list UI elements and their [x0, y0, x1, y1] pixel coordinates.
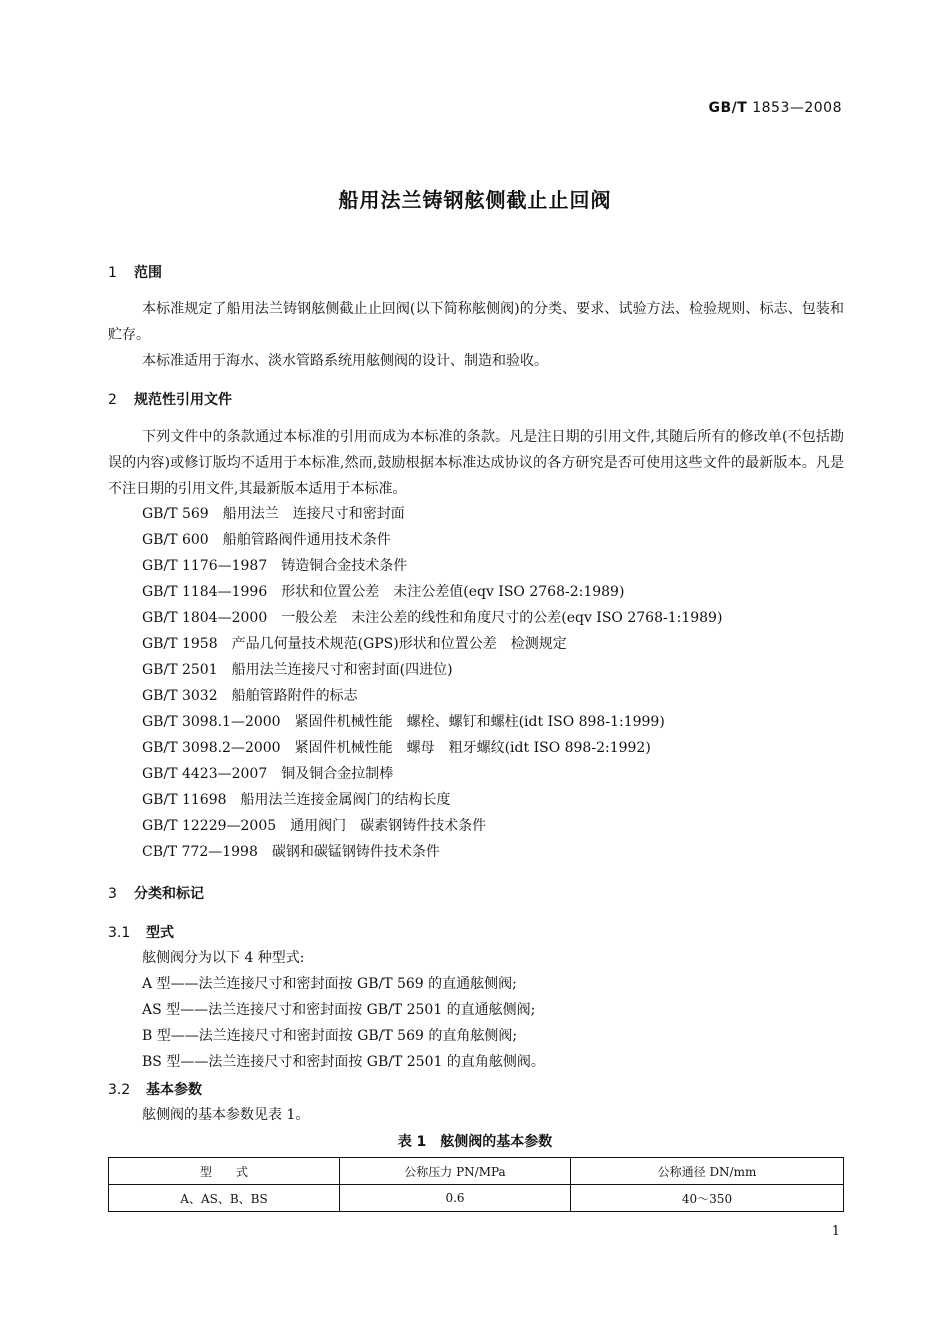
reference-item: [142, 657, 453, 683]
section-3-2-heading: [108, 1079, 202, 1099]
standard-code-number: 1853—2008: [752, 100, 842, 116]
reference-item: [142, 709, 665, 735]
reference-item: [142, 527, 391, 553]
section-number: 1: [108, 265, 117, 281]
reference-item: [142, 735, 651, 761]
reference-item: [142, 553, 407, 579]
table-cell: A、AS、B、BS: [109, 1185, 340, 1212]
reference-code: GB/T 2501: [142, 662, 218, 678]
section-number: 2: [108, 392, 117, 408]
document-title: 船用法兰铸钢舷侧截止止回阀: [338, 188, 612, 212]
section-title: 规范性引用文件: [134, 392, 232, 408]
reference-title: 船用法兰连接尺寸和密封面(四进位): [231, 662, 453, 678]
reference-code: GB/T 3032: [142, 688, 218, 704]
section-number: 3: [108, 886, 117, 902]
section-title: 基本参数: [146, 1082, 202, 1098]
reference-code: GB/T 1958: [142, 636, 218, 652]
types-intro: 舷侧阀分为以下 4 种型式:: [142, 950, 305, 966]
parameters-table: [108, 1157, 844, 1212]
standard-code-prefix: GB/T: [708, 100, 748, 116]
reference-title: 船舶管路附件的标志: [231, 688, 358, 704]
reference-item: [142, 579, 624, 605]
standard-code-header: [708, 100, 842, 116]
reference-title: 通用阀门 碳素钢铸件技术条件: [290, 818, 487, 834]
table-header-row: [109, 1158, 844, 1185]
reference-item: [142, 813, 486, 839]
type-line: BS 型——法兰连接尺寸和密封面按 GB/T 2501 的直角舷侧阀。: [142, 1054, 545, 1070]
scope-paragraph-1: 本标准规定了船用法兰铸钢舷侧截止止回阀(以下简称舷侧阀)的分类、要求、试验方法、检验规则、标志、包装和贮存。: [108, 301, 844, 343]
page-number: 1: [831, 1224, 840, 1239]
scope-paragraph-2: 本标准适用于海水、淡水管路系统用舷侧阀的设计、制造和验收。: [142, 353, 548, 369]
section-2-heading: [108, 389, 232, 409]
reference-title: 碳钢和碳锰钢铸件技术条件: [271, 844, 440, 860]
reference-code: GB/T 4423—2007: [142, 766, 268, 782]
table-caption: 表 1 舷侧阀的基本参数: [397, 1134, 553, 1150]
table-cell: 0.6: [340, 1185, 571, 1212]
reference-code: GB/T 1176—1987: [142, 558, 268, 574]
table-header-cell: 型 式: [109, 1158, 340, 1185]
table-cell: 40～350: [571, 1185, 844, 1212]
reference-code: GB/T 3098.1—2000: [142, 714, 281, 730]
reference-code: GB/T 11698: [142, 792, 227, 808]
reference-title: 产品几何量技术规范(GPS)形状和位置公差 检测规定: [231, 636, 567, 652]
reference-title: 紧固件机械性能 螺栓、螺钉和螺柱(idt ISO 898-1:1999): [294, 714, 665, 730]
type-line: A 型——法兰连接尺寸和密封面按 GB/T 569 的直通舷侧阀;: [142, 976, 517, 992]
reference-code: CB/T 772—1998: [142, 844, 258, 860]
reference-title: 船用法兰连接金属阀门的结构长度: [240, 792, 451, 808]
reference-code: GB/T 3098.2—2000: [142, 740, 281, 756]
reference-item: [142, 683, 358, 709]
reference-title: 船用法兰 连接尺寸和密封面: [222, 506, 405, 522]
table-header-cell: 公称通径 DN/mm: [571, 1158, 844, 1185]
reference-item: [142, 787, 451, 813]
table-row: [109, 1185, 844, 1212]
reference-title: 船舶管路阀件通用技术条件: [222, 532, 391, 548]
section-number: 3.2: [108, 1082, 131, 1098]
reference-title: 铜及铜合金拉制棒: [281, 766, 394, 782]
reference-code: GB/T 600: [142, 532, 209, 548]
reference-title: 铸造铜合金技术条件: [281, 558, 408, 574]
section-title: 分类和标记: [134, 886, 204, 902]
table-header-cell: 公称压力 PN/MPa: [340, 1158, 571, 1185]
section-title: 范围: [134, 265, 162, 281]
reference-code: GB/T 1184—1996: [142, 584, 268, 600]
section-number: 3.1: [108, 925, 131, 941]
section-3-1-heading: [108, 922, 174, 942]
reference-title: 形状和位置公差 未注公差值(eqv ISO 2768-2:1989): [281, 584, 625, 600]
type-line: AS 型——法兰连接尺寸和密封面按 GB/T 2501 的直通舷侧阀;: [142, 1002, 536, 1018]
reference-code: GB/T 12229—2005: [142, 818, 277, 834]
reference-item: [142, 605, 722, 631]
reference-title: 一般公差 未注公差的线性和角度尺寸的公差(eqv ISO 2768-1:1989): [281, 610, 723, 626]
reference-item: [142, 761, 393, 787]
reference-item: [142, 501, 405, 527]
section-title: 型式: [146, 925, 174, 941]
normative-intro-paragraph: 下列文件中的条款通过本标准的引用而成为本标准的条款。凡是注日期的引用文件,其随后所有的修改单(不包括勘误的内容)或修订版均不适用于本标准,然而,鼓励根据本标准达成协议的各方研究是否可使用这些文件的最新版本。凡是不注日期的引用文件,其最新版本适用于本标准。: [108, 429, 844, 497]
params-intro: 舷侧阀的基本参数见表 1。: [142, 1107, 310, 1123]
reference-item: [142, 839, 440, 865]
reference-item: [142, 631, 567, 657]
type-line: B 型——法兰连接尺寸和密封面按 GB/T 569 的直角舷侧阀;: [142, 1028, 518, 1044]
reference-title: 紧固件机械性能 螺母 粗牙螺纹(idt ISO 898-2:1992): [294, 740, 651, 756]
section-1-heading: [108, 262, 162, 282]
reference-code: GB/T 1804—2000: [142, 610, 268, 626]
reference-code: GB/T 569: [142, 506, 209, 522]
section-3-heading: [108, 883, 204, 903]
